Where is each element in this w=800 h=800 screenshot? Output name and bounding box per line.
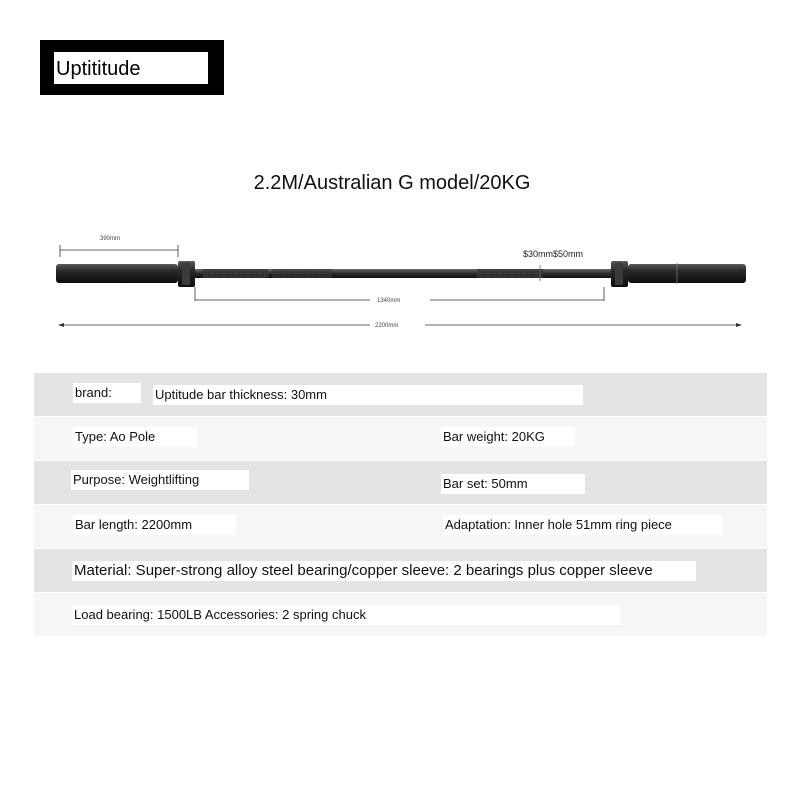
brand-logo-text-area xyxy=(54,52,208,84)
spec-row xyxy=(34,417,767,461)
grip-length-dimension xyxy=(195,287,604,304)
spec-table xyxy=(34,373,767,637)
spec-row xyxy=(34,549,767,593)
spec-row xyxy=(34,461,767,505)
sleeve-length-dimension xyxy=(60,236,178,257)
total-length-label: 2200mm xyxy=(375,323,399,329)
sleeve-length-label: 390mm xyxy=(100,236,121,242)
spec-row xyxy=(34,505,767,549)
right-knurling xyxy=(477,269,543,278)
spec-cell-purpose: Purpose: Weightlifting xyxy=(71,470,249,490)
spec-row xyxy=(34,593,767,637)
spec-cell-bar-weight: Bar weight: 20KG xyxy=(441,427,575,447)
spec-cell-brand: brand: xyxy=(73,383,141,403)
spec-cell-adaptation: Adaptation: Inner hole 51mm ring piece xyxy=(443,515,723,535)
brand-logo xyxy=(40,40,224,95)
left-knurling xyxy=(203,269,268,278)
spec-cell-thickness: Uptitude bar thickness: 30mm xyxy=(153,385,583,405)
spec-cell-load-bearing: Load bearing: 1500LB Accessories: 2 spring chuck xyxy=(72,605,620,625)
barbell-diagram xyxy=(0,225,800,340)
diameter-label: $30mm$50mm xyxy=(523,249,584,259)
spec-cell-type: Type: Ao Pole xyxy=(73,427,197,447)
total-length-dimension xyxy=(58,320,742,329)
spec-cell-bar-set: Bar set: 50mm xyxy=(441,474,585,494)
brand-logo-text: Uptititude xyxy=(56,58,141,80)
right-sleeve xyxy=(628,264,746,283)
spec-row xyxy=(34,373,767,417)
left-sleeve xyxy=(56,264,178,283)
spec-cell-bar-length: Bar length: 2200mm xyxy=(73,515,236,535)
center-knurling xyxy=(272,269,332,278)
spec-cell-material: Material: Super-strong alloy steel bearing/copper sleeve: 2 bearings plus copper sleeve xyxy=(72,561,696,581)
grip-length-label: 1340mm xyxy=(377,298,401,304)
product-title: 2.2M/Australian G model/20KG xyxy=(253,172,531,194)
